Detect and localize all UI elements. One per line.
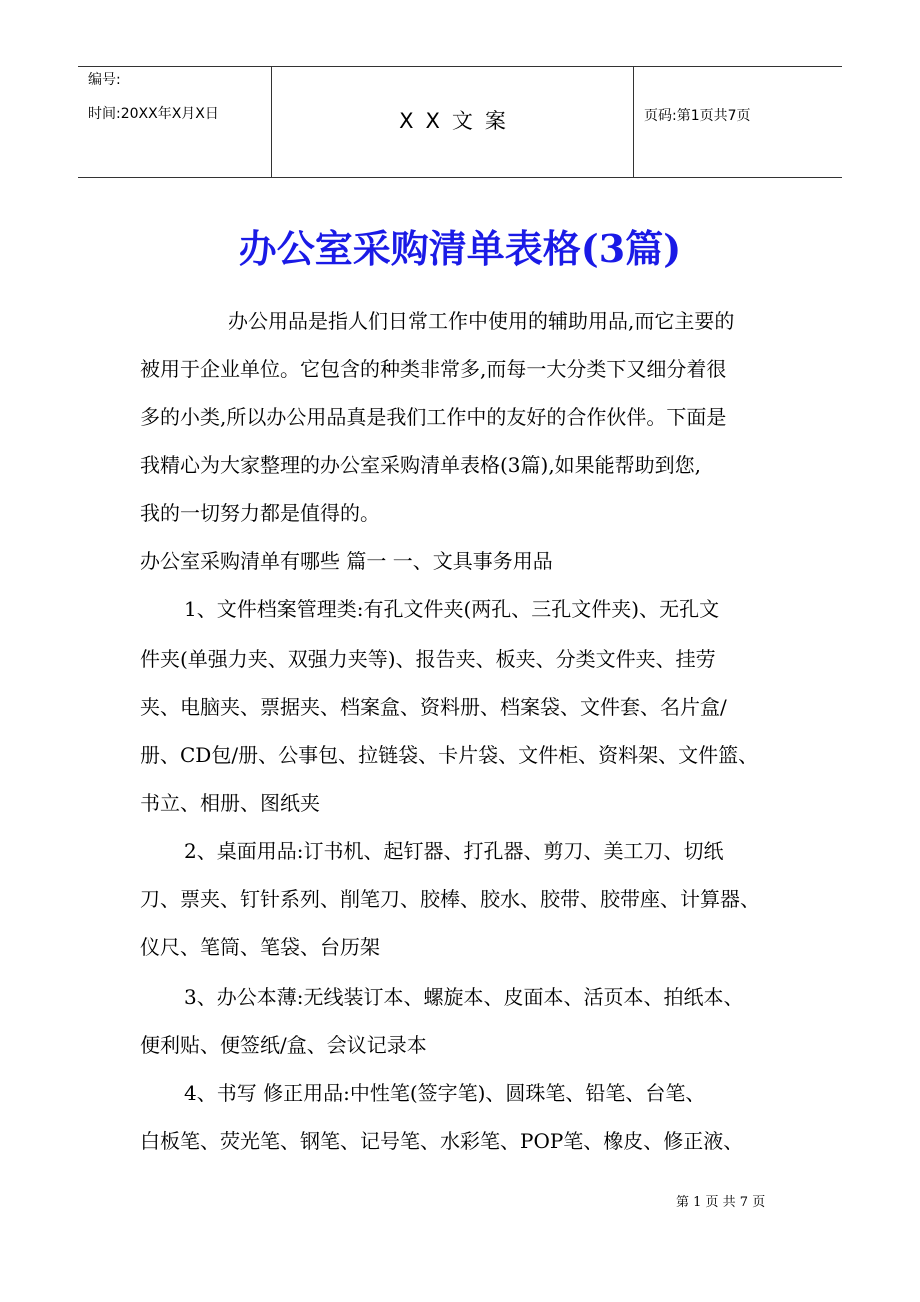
section-heading: 办公室采购清单有哪些 篇一 一、文具事务用品	[140, 549, 553, 573]
body-line: 便利贴、便签纸/盒、会议记录本	[140, 1033, 427, 1057]
body-line: 仪尺、笔筒、笔袋、台历架	[140, 935, 380, 959]
body-line: 刀、票夹、钉针系列、削笔刀、胶棒、胶水、胶带、胶带座、计算器、	[140, 887, 760, 911]
body-line: 4、书写 修正用品:中性笔(签字笔)、圆珠笔、铅笔、台笔、	[184, 1081, 706, 1105]
time-label: 时间:20XX年X月X日	[88, 106, 219, 122]
body-line: 3、办公本薄:无线装订本、螺旋本、皮面本、活页本、拍纸本、	[184, 985, 744, 1009]
body-line: 2、桌面用品:订书机、起钉器、打孔器、剪刀、美工刀、切纸	[184, 839, 724, 863]
body-line: 多的小类,所以办公用品真是我们工作中的友好的合作伙伴。下面是	[140, 405, 727, 429]
body-line: 1、文件档案管理类:有孔文件夹(两孔、三孔文件夹)、无孔文	[184, 597, 720, 621]
header-center-cell	[272, 67, 634, 177]
document-title: 办公室采购清单表格(3篇)	[238, 226, 682, 271]
document-header	[78, 66, 842, 178]
header-title: XX文案	[399, 109, 518, 133]
page-code: 页码:第1页共7页	[644, 108, 751, 124]
header-right-cell	[634, 67, 842, 177]
header-left-cell	[78, 67, 272, 177]
number-label: 编号:	[88, 72, 121, 88]
body-line: 夹、电脑夹、票据夹、档案盒、资料册、档案袋、文件套、名片盒/	[140, 695, 727, 719]
body-line: 白板笔、荧光笔、钢笔、记号笔、水彩笔、POP笔、橡皮、修正液、	[140, 1129, 744, 1153]
body-line: 我的一切努力都是值得的。	[140, 501, 380, 525]
body-line: 被用于企业单位。它包含的种类非常多,而每一大分类下又细分着很	[140, 357, 727, 381]
body-line: 件夹(单强力夹、双强力夹等)、报告夹、板夹、分类文件夹、挂劳	[140, 647, 716, 671]
body-line: 册、CD包/册、公事包、拉链袋、卡片袋、文件柜、资料架、文件篮、	[140, 743, 759, 767]
body-line: 办公用品是指人们日常工作中使用的辅助用品,而它主要的	[228, 309, 735, 333]
page-footer: 第 1 页 共 7 页	[676, 1195, 766, 1210]
body-line: 我精心为大家整理的办公室采购清单表格(3篇),如果能帮助到您,	[140, 453, 702, 477]
body-line: 书立、相册、图纸夹	[140, 791, 320, 815]
